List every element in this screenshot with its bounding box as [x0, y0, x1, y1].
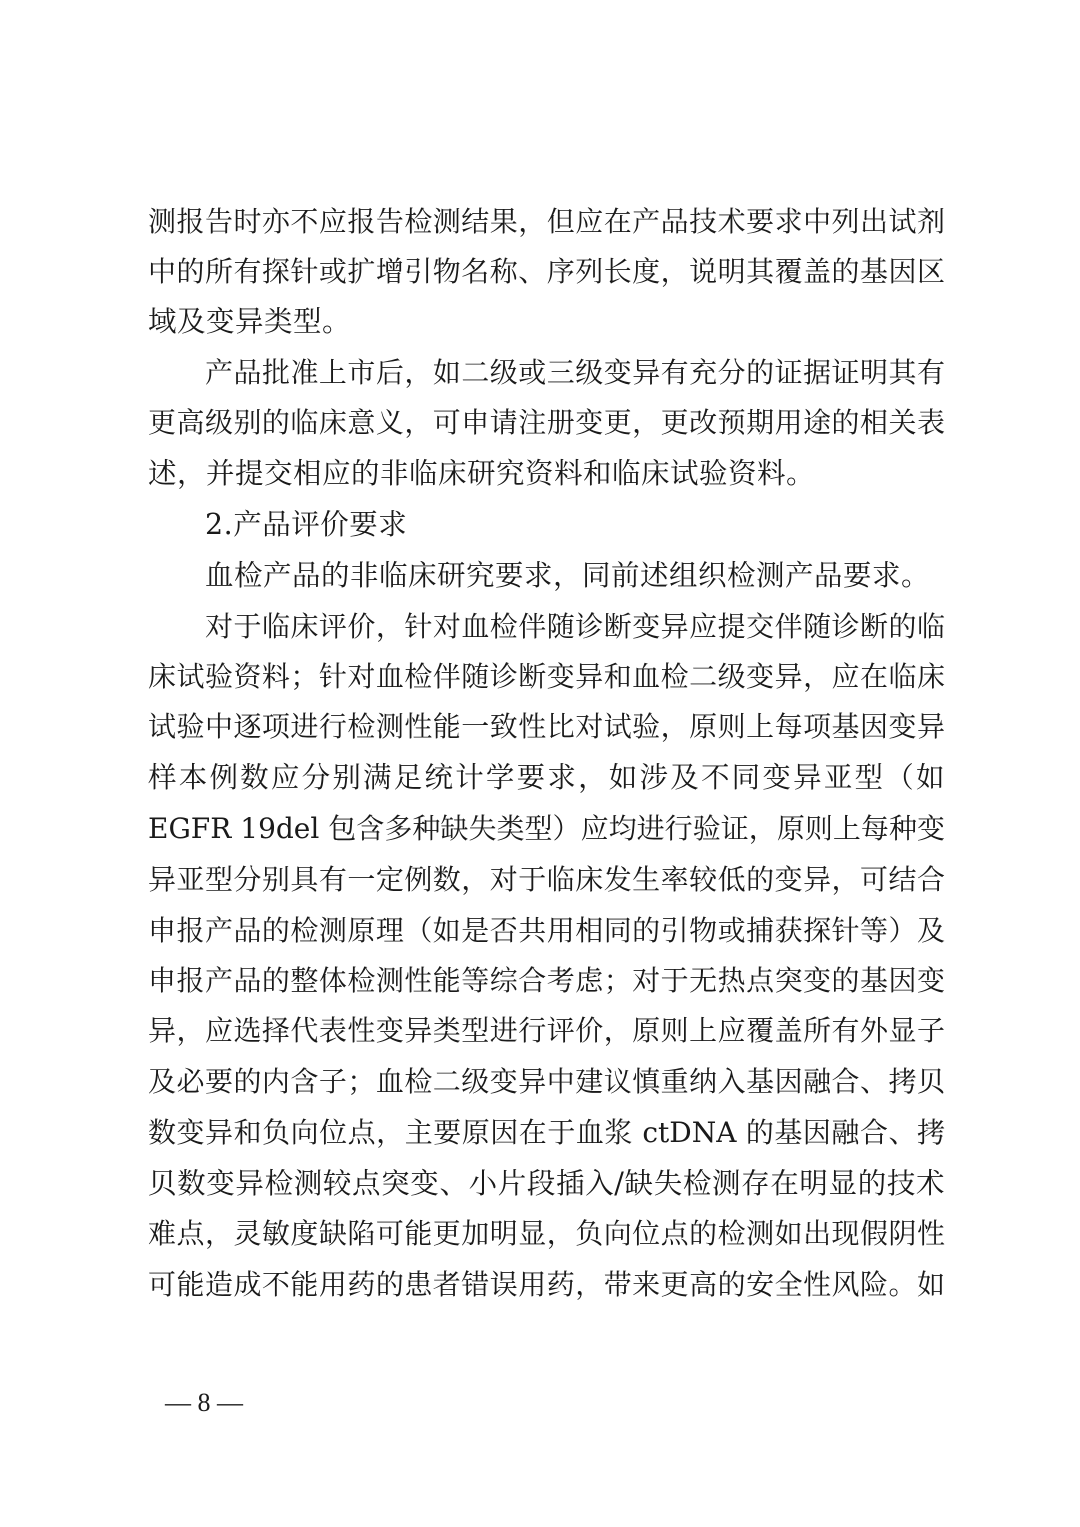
- page-number: — 8 —: [165, 1388, 243, 1417]
- text-line-12: 样本例数应分别满足统计学要求，如涉及不同变异亚型（如: [148, 761, 945, 794]
- text-line-13: EGFR 19del 包含多种缺失类型）应均进行验证，原则上每种变: [148, 812, 945, 845]
- text-line-16: 申报产品的整体检测性能等综合考虑；对于无热点突变的基因变: [148, 964, 945, 997]
- text-line-11: 试验中逐项进行检测性能一致性比对试验，原则上每项基因变异: [148, 710, 945, 743]
- text-line-18: 及必要的内含子；血检二级变异中建议慎重纳入基因融合、拷贝: [148, 1065, 945, 1098]
- text-line-14: 异亚型分别具有一定例数，对于临床发生率较低的变异，可结合: [148, 863, 945, 896]
- text-line-9: 对于临床评价，针对血检伴随诊断变异应提交伴随诊断的临: [205, 610, 945, 643]
- text-line-8: 血检产品的非临床研究要求，同前述组织检测产品要求。: [205, 559, 931, 592]
- text-line-4: 产品批准上市后，如二级或三级变异有充分的证据证明其有: [205, 356, 945, 389]
- text-line-6: 述，并提交相应的非临床研究资料和临床试验资料。: [148, 457, 816, 490]
- text-line-3: 域及变异类型。: [148, 305, 352, 338]
- text-line-19: 数变异和负向位点，主要原因在于血浆 ctDNA 的基因融合、拷: [148, 1116, 945, 1149]
- text-line-2: 中的所有探针或扩增引物名称、序列长度，说明其覆盖的基因区: [148, 255, 945, 288]
- text-line-20: 贝数变异检测较点突变、小片段插入/缺失检测存在明显的技术: [148, 1167, 945, 1200]
- text-line-15: 申报产品的检测原理（如是否共用相同的引物或捕获探针等）及: [148, 914, 945, 947]
- text-line-22: 可能造成不能用药的患者错误用药，带来更高的安全性风险。如: [148, 1268, 945, 1301]
- text-line-10: 床试验资料；针对血检伴随诊断变异和血检二级变异，应在临床: [148, 660, 945, 693]
- section-heading: 2.产品评价要求: [205, 508, 408, 541]
- text-line-17: 异，应选择代表性变异类型进行评价，原则上应覆盖所有外显子: [148, 1014, 945, 1047]
- text-line-5: 更高级别的临床意义，可申请注册变更，更改预期用途的相关表: [148, 406, 945, 439]
- text-line-1: 测报告时亦不应报告检测结果，但应在产品技术要求中列出试剂: [148, 205, 945, 238]
- text-line-21: 难点，灵敏度缺陷可能更加明显，负向位点的检测如出现假阴性: [148, 1217, 945, 1250]
